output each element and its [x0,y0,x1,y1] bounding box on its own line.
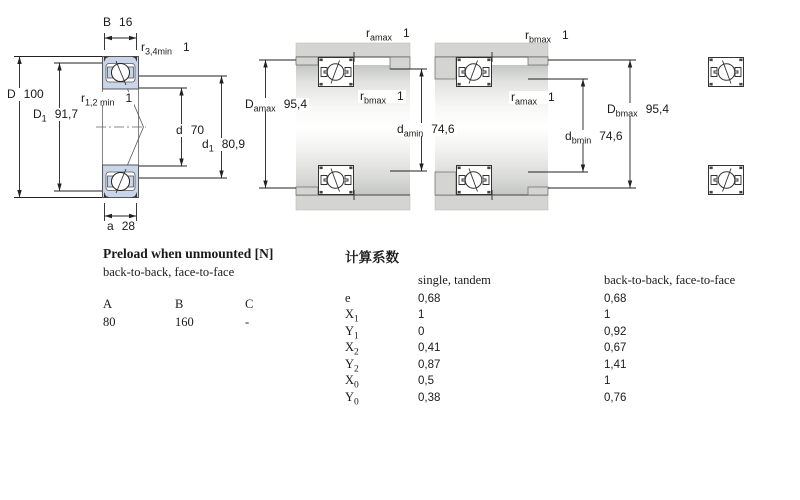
factors-title: 计算系数 [345,250,399,266]
factor-value: 1,41 [604,358,627,371]
housing-band-bottom [296,195,410,210]
bearing-glyph [709,58,744,87]
preload-title: Preload when unmounted [N] [103,246,274,261]
bearing-glyph [319,58,354,87]
dim-label-ramax-a: $r_{amax}$ 1 [366,26,410,43]
factor-row-label: $X_1$ [345,307,359,325]
factor-value: 0,87 [418,358,441,371]
preload-value: - [245,315,250,329]
bearing-glyph [457,58,492,87]
factor-value: 1 [418,309,425,321]
preload-header: B [175,297,184,311]
shoulder [296,187,318,195]
factors-col2-header: back-to-back, face-to-face [604,273,736,287]
bearing-section-bottom [103,165,139,198]
mounting-view-b [435,43,800,210]
factor-row-label: $X_0$ [345,373,359,391]
dim-label-damin: $d_{amin}$ 74,6 [397,122,455,139]
factor-row-label: $X_2$ [345,340,359,358]
preload-header: C [245,297,254,311]
factor-value: 0,5 [418,375,434,387]
factor-value: 1 [604,375,611,387]
factor-value: 0,92 [604,325,627,338]
dim-label-d1: $d_1$ 80,9 [202,137,246,154]
shoulder [435,172,456,195]
dim-label-a: a 28 [107,219,136,233]
dim-label-Damax: $D_{amax}$ 95,4 [245,97,308,114]
factor-value: 0,41 [418,342,441,354]
dim-label-r34min: $r_{3,4min}$ 1 [141,40,190,57]
dim-label-d: d 70 [176,123,205,137]
dim-D1-arrow [54,63,102,191]
shoulder [528,57,548,65]
dim-b-arrow [105,33,137,50]
dim-label-ramax-b: $r_{amax}$ 1 [511,90,555,107]
shoulder [435,57,456,79]
factor-value: 1 [604,309,611,321]
factor-value: 0 [418,325,425,338]
shoulder [528,187,548,195]
dim-Damax-arrow [259,60,296,188]
shoulder [296,57,318,65]
preload-subtitle: back-to-back, face-to-face [103,265,235,279]
preload-value: 80 [103,315,116,329]
dim-D-arrow [14,57,102,198]
dim-label-Dbmax: $D_{bmax}$ 95,4 [607,102,670,119]
factor-value: 0,68 [604,292,627,305]
factor-value: 0,67 [604,342,627,354]
dim-label-B: B 16 [103,15,133,29]
preload-value: 160 [175,315,194,329]
factor-value: 0,76 [604,391,627,404]
factor-row-label: $Y_0$ [345,389,359,407]
dim-label-r12min: $r_{1,2 min}$ 1 [81,91,133,108]
bearing-glyph [457,166,492,195]
preload-table [103,246,305,330]
factor-value: 0,38 [418,391,441,404]
shoulder [390,57,410,69]
dim-label-dbmin: $d_{bmin}$ 74,6 [565,129,623,146]
dim-label-rbmax-b: $r_{bmax}$ 1 [525,28,569,45]
calculation-factors-table [345,246,736,407]
housing-band-top [296,43,410,57]
factor-row-label: $Y_2$ [345,356,359,374]
dim-label-D: D 100 [7,87,44,101]
factor-row-label: $Y_1$ [345,323,359,341]
bearing-glyph [319,166,354,195]
bearing-glyph [709,166,744,195]
factors-col1-header: single, tandem [418,273,491,287]
preload-header: A [103,297,113,311]
factor-value: 0,68 [418,292,441,305]
dim-label-rbmax-a: $r_{bmax}$ 1 [360,89,404,106]
bearing-section-top [103,57,139,90]
dim-label-D1: $D_1$ 91,7 [33,107,79,124]
factor-row-label: e [345,290,351,305]
